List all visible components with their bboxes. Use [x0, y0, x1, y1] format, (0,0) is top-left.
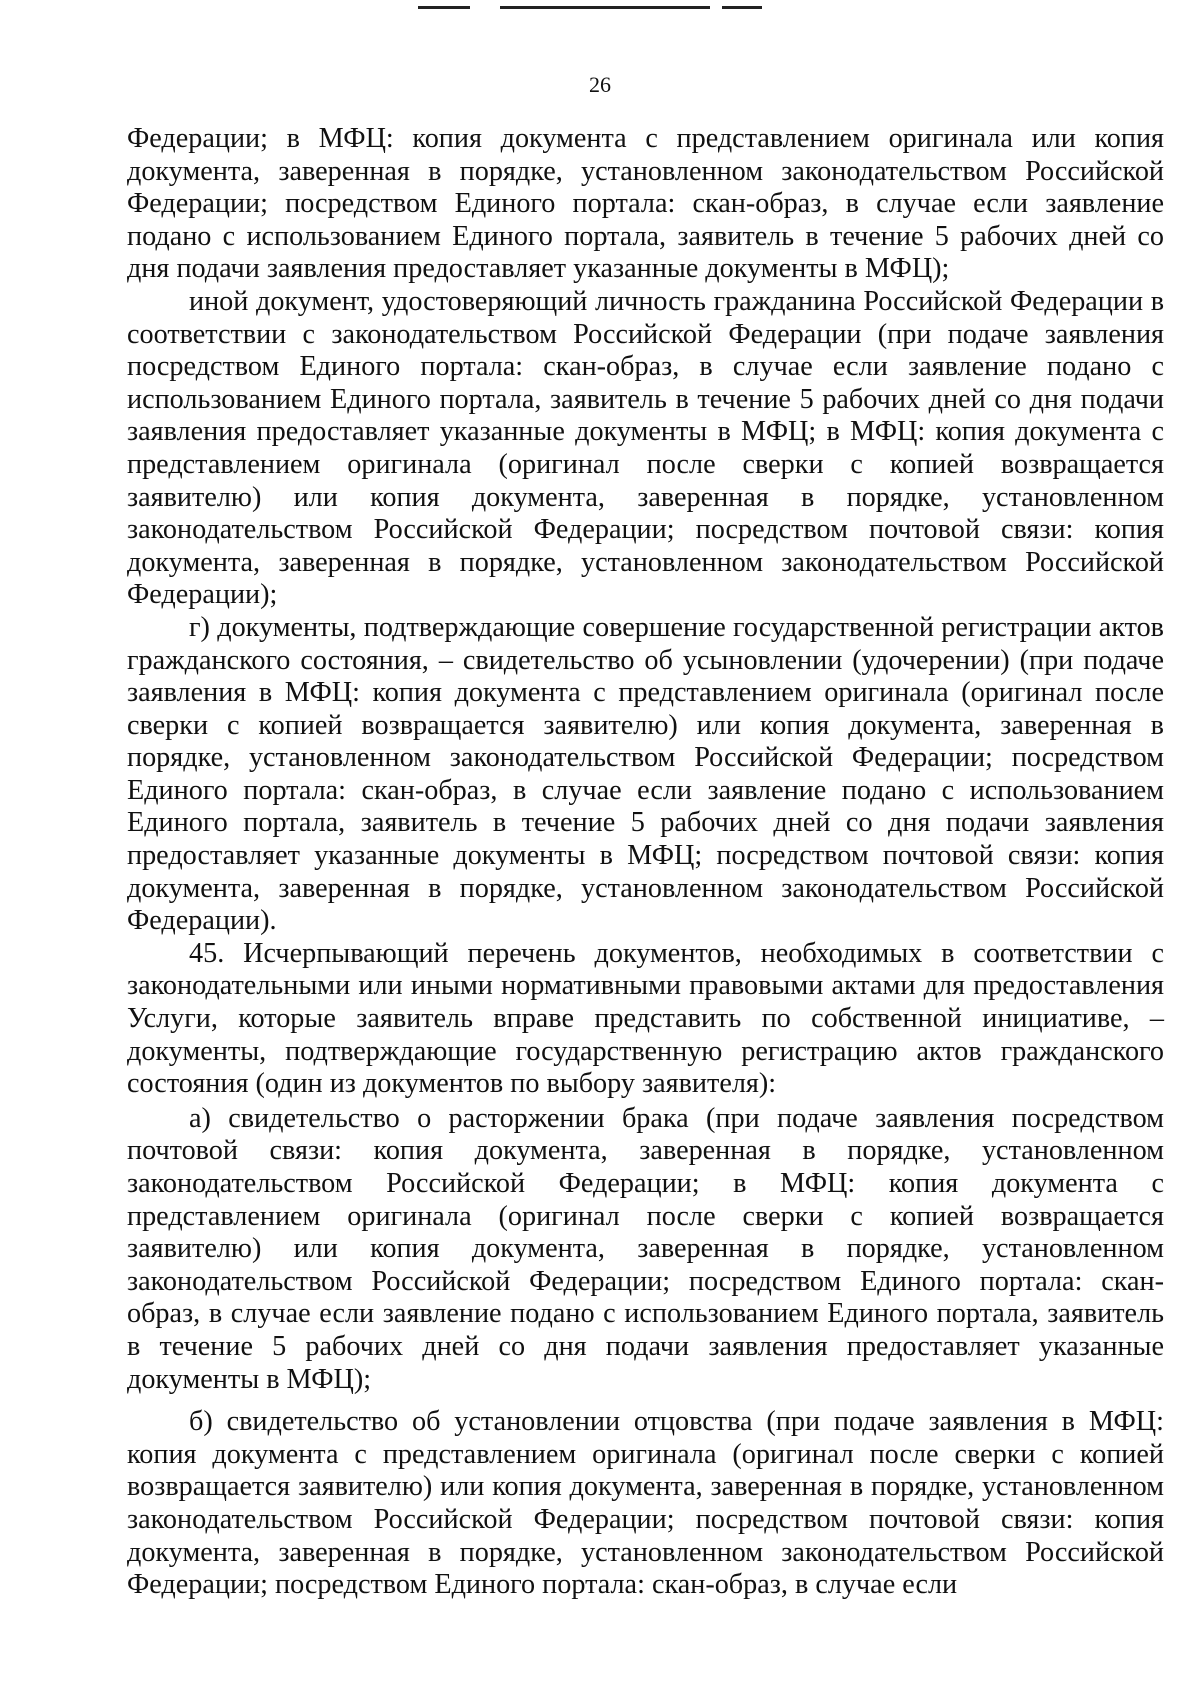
scan-edge-marks: [0, 0, 1200, 14]
paragraph-item-a: а) свидетельство о расторжении брака (при подаче заявления посредством почтовой связи: копия документа, заверенная в порядке, установленном законодательством Российской Федерации; в МФЦ: копия документа с представлением оригинала (оригинал после сверки с копией возвращается заявителю) или копия документа, заверенная в порядке, установленном законодательством Российской Федерации; посредством Единого портала: скан-образ, в случае если заявление подано с использованием Единого портала, заявитель в течение 5 рабочих дней со дня подачи заявления предоставляет указанные документы в МФЦ);: [127, 1102, 1164, 1395]
document-body: [127, 123, 1164, 1602]
paragraph-item-g: г) документы, подтверждающие совершение государственной регистрации актов гражданского состояния, – свидетельство об усыновлении (удочерении) (при подаче заявления в МФЦ: копия документа с представлением оригинала (оригинал после сверки с копией возвращается заявителю) или копия документа, заверенная в порядке, установленном законодательством Российской Федерации; посредством Единого портала: скан-образ, в случае если заявление подано с использованием Единого портала, заявитель в течение 5 рабочих дней со дня подачи заявления предоставляет указанные документы в МФЦ; посредством почтовой связи: копия документа, заверенная в порядке, установленном законодательством Российской Федерации).: [127, 611, 1164, 937]
paragraph-section-45: 45. Исчерпывающий перечень документов, необходимых в соответствии с законодательными или иными нормативными правовыми актами для предоставления Услуги, которые заявитель вправе представить по собственной инициативе, – документы, подтверждающие государственную регистрацию актов гражданского состояния (один из документов по выбору заявителя):: [127, 937, 1164, 1100]
paragraph-item-b: б) свидетельство об установлении отцовства (при подаче заявления в МФЦ: копия документа с представлением оригинала (оригинал после сверки с копией возвращается заявителю) или копия документа, заверенная в порядке, установленном законодательством Российской Федерации; посредством почтовой связи: копия документа, заверенная в порядке, установленном законодательством Российской Федерации; посредством Единого портала: скан-образ, в случае если: [127, 1406, 1164, 1601]
scan-mark: [722, 6, 762, 9]
scan-mark: [418, 6, 470, 9]
paragraph-other-identity-document: иной документ, удостоверяющий личность гражданина Российской Федерации в соответствии с законодательством Российской Федерации (при подаче заявления посредством Единого портала: скан-образ, в случае если заявление подано с использованием Единого портала, заявитель в течение 5 рабочих дней со дня подачи заявления предоставляет указанные документы в МФЦ; в МФЦ: копия документа с представлением оригинала (оригинал после сверки с копией возвращается заявителю) или копия документа, заверенная в порядке, установленном законодательством Российской Федерации; посредством почтовой связи: копия документа, заверенная в порядке, установленном законодательством Российской Федерации);: [127, 285, 1164, 611]
paragraph-continuation: Федерации; в МФЦ: копия документа с представлением оригинала или копия документа, заверенная в порядке, установленном законодательством Российской Федерации; посредством Единого портала: скан-образ, в случае если заявление подано с использованием Единого портала, заявитель в течение 5 рабочих дней со дня подачи заявления предоставляет указанные документы в МФЦ);: [127, 123, 1164, 285]
scan-mark: [500, 6, 710, 9]
page-number: 26: [589, 72, 611, 97]
